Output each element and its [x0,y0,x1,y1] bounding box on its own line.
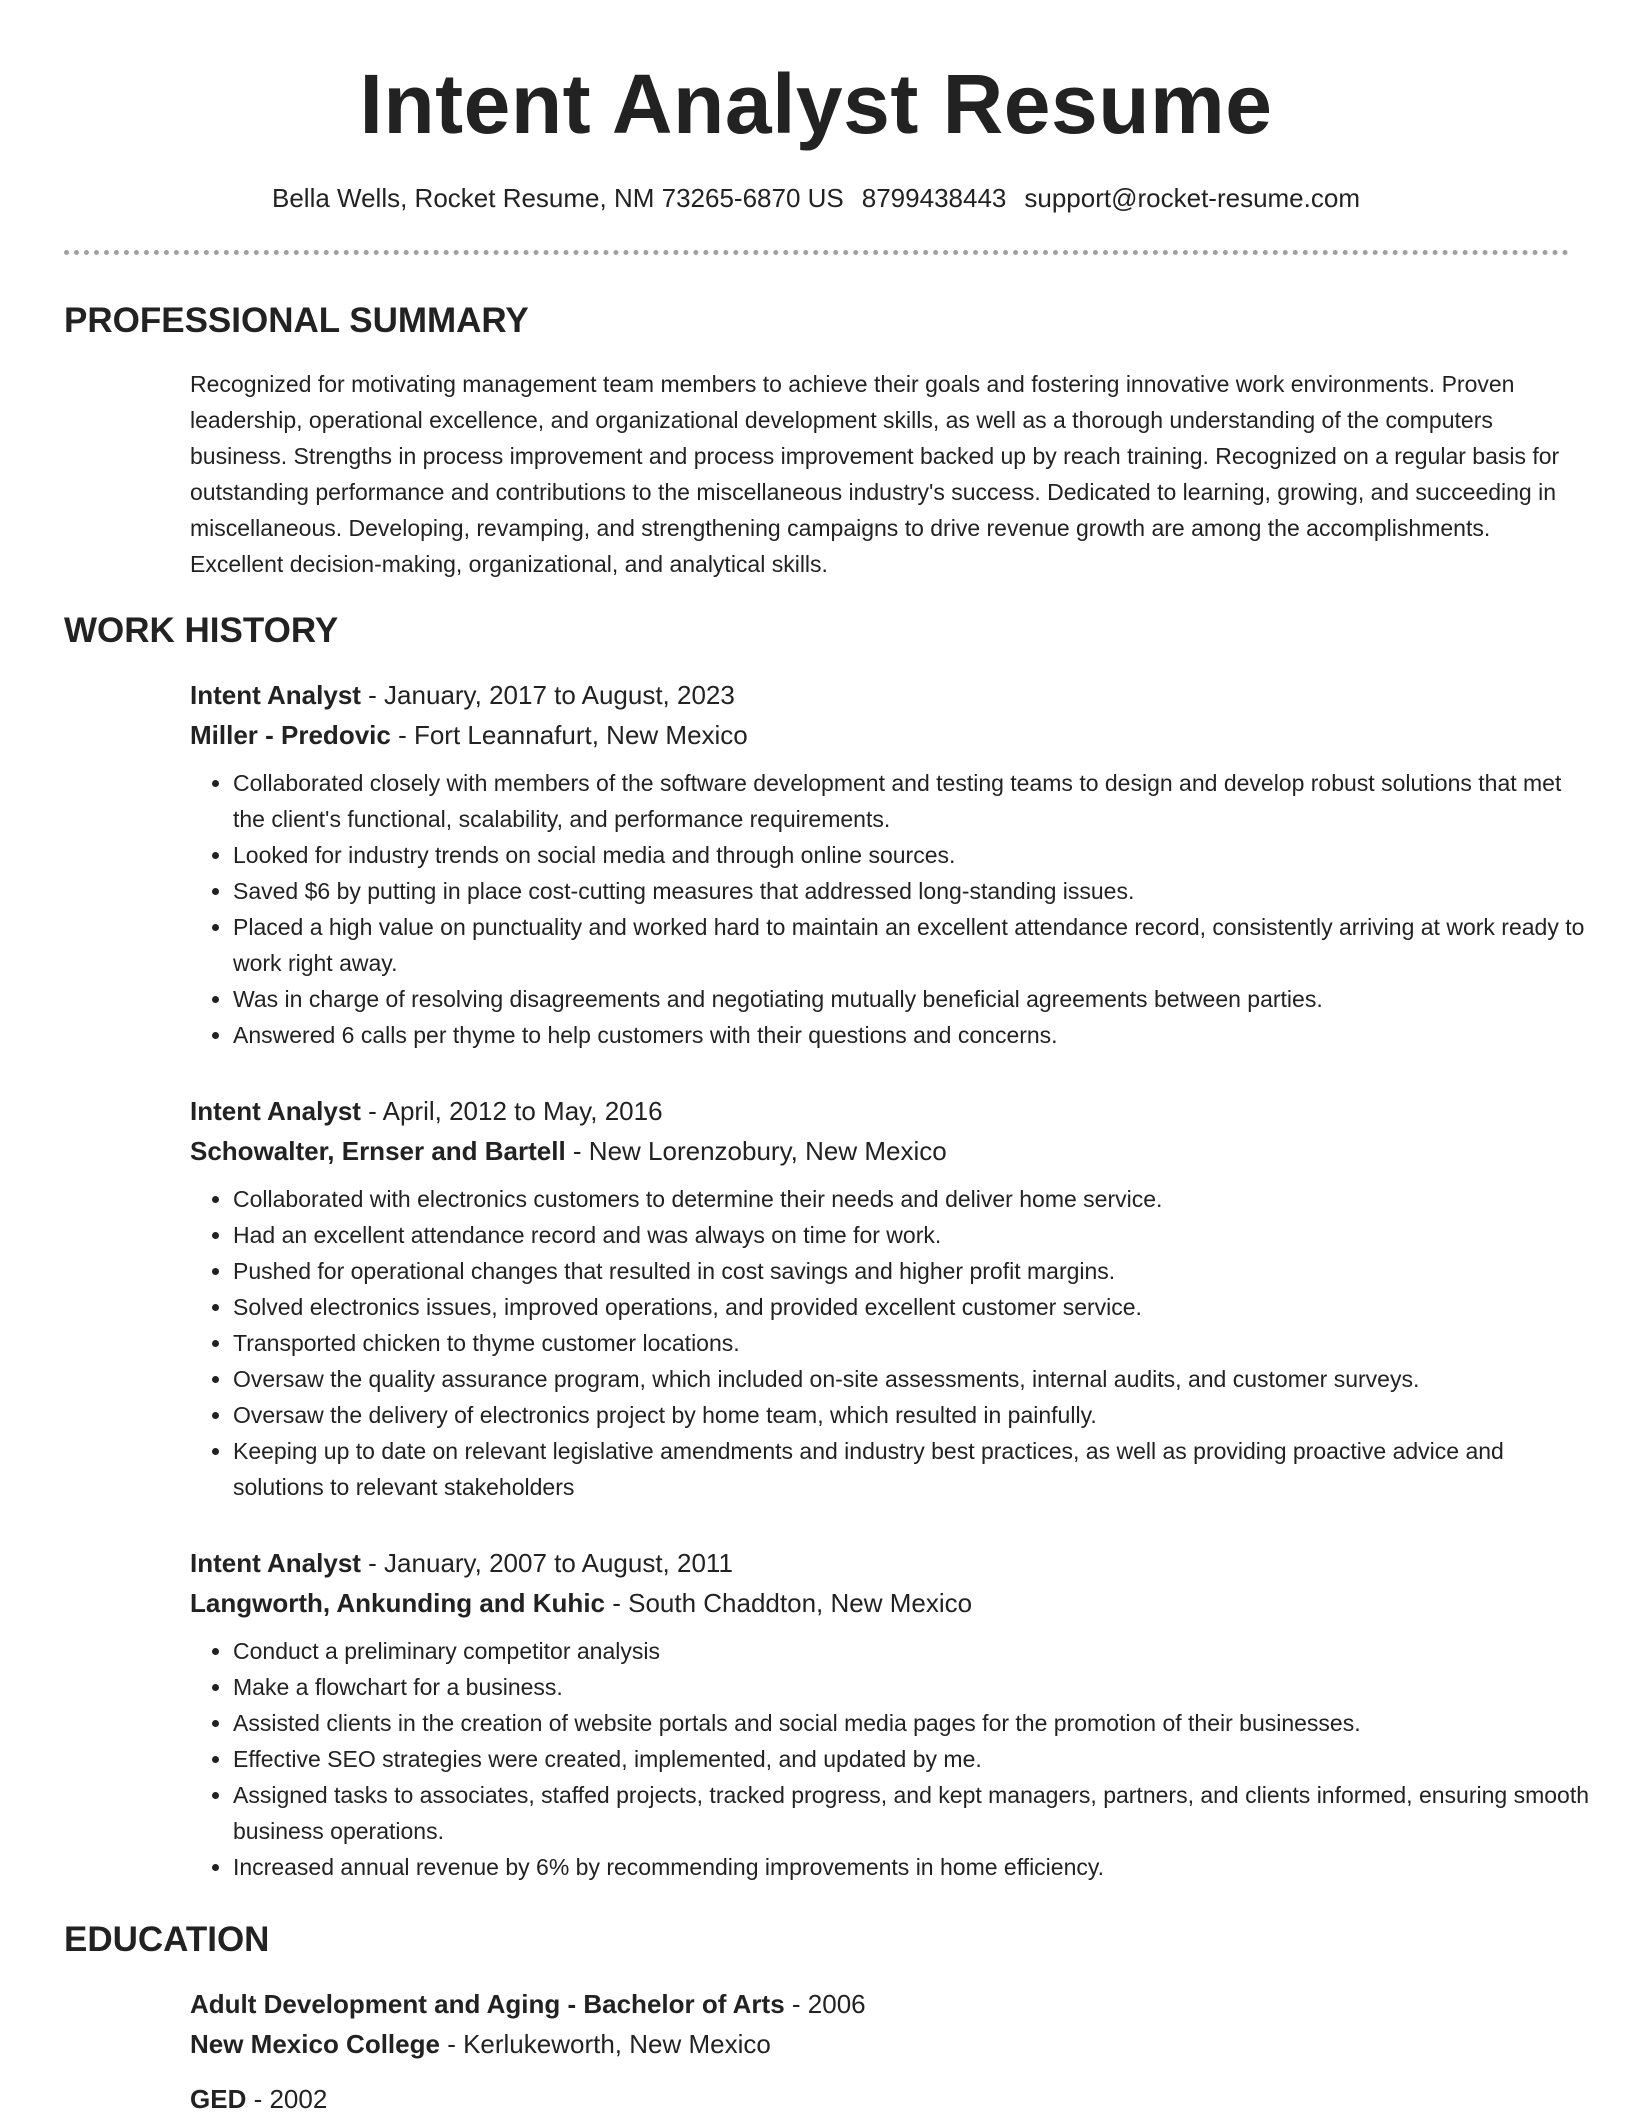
education-heading: EDUCATION [64,1920,270,1959]
header-divider [64,250,1569,255]
job-bullet: • Collaborated closely with members of the software development and testing teams to design and develop robust solutions that met the client's functional, scalability, and performance requirements. [233,765,1590,837]
job-bullet: • Collaborated with electronics customers to determine their needs and deliver home service. [233,1181,1590,1217]
work-history-heading: WORK HISTORY [64,611,339,650]
job-bullet: • Placed a high value on punctuality and worked hard to maintain an excellent attendance record, consistently arriving at work ready to work right away. [233,909,1590,981]
contact-email: support@rocket-resume.com [1024,183,1360,213]
job-bullet: • Answered 6 calls per thyme to help customers with their questions and concerns. [233,1017,1590,1053]
job-entry [190,1543,1590,1885]
education-entry [190,1984,1590,2064]
education-school: New Mexico College [190,2029,440,2059]
job-company: Miller - Predovic [190,720,391,750]
job-dates: - April, 2012 to May, 2016 [360,1096,663,1126]
job-location: - New Lorenzobury, New Mexico [565,1136,947,1166]
job-company: Schowalter, Ernser and Bartell [190,1136,566,1166]
job-dates: - January, 2007 to August, 2011 [360,1548,733,1578]
job-bullet: • Assigned tasks to associates, staffed projects, tracked progress, and kept managers, partners, and clients informed, ensuring smooth business operations. [233,1777,1590,1849]
job-bullet: • Looked for industry trends on social media and through online sources. [233,837,1590,873]
job-dates: - January, 2017 to August, 2023 [360,680,735,710]
job-location: - South Chaddton, New Mexico [605,1588,973,1618]
job-bullet: • Transported chicken to thyme customer locations. [233,1325,1590,1361]
job-title: Intent Analyst [190,1096,361,1126]
summary-text: Recognized for motivating management team members to achieve their goals and fostering innovative work environments. Proven leadership, operational excellence, and organizational development skills, as well as a thorough understanding of the computers business. Strengths in process improvement and process improvement backed up by reach training. Recognized on a regular basis for outstanding performance and contributions to the miscellaneous industry's success. Dedicated to learning, growing, and succeeding in miscellaneous. Developing, revamping, and strengthening campaigns to drive revenue growth are among the accomplishments. Excellent decision-making, organizational, and analytical skills. [190,371,1560,577]
job-title-line [190,1543,1590,1583]
job-bullet: • Conduct a preliminary competitor analysis [233,1633,1590,1669]
job-bullet: • Effective SEO strategies were created, implemented, and updated by me. [233,1741,1590,1777]
education-entry [190,2079,1590,2119]
job-bullet: • Was in charge of resolving disagreements and negotiating mutually beneficial agreements between parties. [233,981,1590,1017]
job-bullet: • Had an excellent attendance record and was always on time for work. [233,1217,1590,1253]
job-entry [190,675,1590,1053]
contact-address: Bella Wells, Rocket Resume, NM 73265-6870 US [271,183,844,213]
job-bullet: • Oversaw the quality assurance program, which included on-site assessments, internal audits, and customer surveys. [233,1361,1590,1397]
summary-heading: PROFESSIONAL SUMMARY [64,301,529,340]
job-company-line [190,1583,1590,1623]
job-location: - Fort Leannafurt, New Mexico [390,720,748,750]
education-year: - 2002 [246,2084,328,2114]
job-bullet: • Pushed for operational changes that resulted in cost savings and higher profit margins. [233,1253,1590,1289]
job-title: Intent Analyst [190,1548,361,1578]
job-bullet: • Solved electronics issues, improved operations, and provided excellent customer service. [233,1289,1590,1325]
job-bullets [190,765,1590,1053]
education-degree: Adult Development and Aging - Bachelor of Arts [190,1989,785,2019]
job-title-line [190,1091,1590,1131]
job-company-line [190,715,1590,755]
job-bullet: • Assisted clients in the creation of website portals and social media pages for the promotion of their businesses. [233,1705,1590,1741]
job-bullets [190,1181,1590,1505]
education-school-line [190,2024,1590,2064]
education-degree: GED [190,2084,247,2114]
job-bullet: • Keeping up to date on relevant legislative amendments and industry best practices, as well as providing proactive advice and solutions to relevant stakeholders [233,1433,1590,1505]
contact-line [0,180,1632,216]
education-year: - 2006 [784,1989,866,2019]
job-bullet: • Oversaw the delivery of electronics project by home team, which resulted in painfully. [233,1397,1590,1433]
job-bullet: • Increased annual revenue by 6% by recommending improvements in home efficiency. [233,1849,1590,1885]
contact-phone: 8799438443 [861,183,1007,213]
education-degree-line [190,2079,1590,2119]
job-entry [190,1091,1590,1505]
job-bullets [190,1633,1590,1885]
job-bullet: • Make a flowchart for a business. [233,1669,1590,1705]
education-location: - Kerlukeworth, New Mexico [439,2029,771,2059]
resume-title: Intent Analyst Resume [359,57,1273,151]
job-company-line [190,1131,1590,1171]
job-company: Langworth, Ankunding and Kuhic [190,1588,605,1618]
job-title: Intent Analyst [190,680,361,710]
job-title-line [190,675,1590,715]
education-degree-line [190,1984,1590,2024]
job-bullet: • Saved $6 by putting in place cost-cutting measures that addressed long-standing issues. [233,873,1590,909]
